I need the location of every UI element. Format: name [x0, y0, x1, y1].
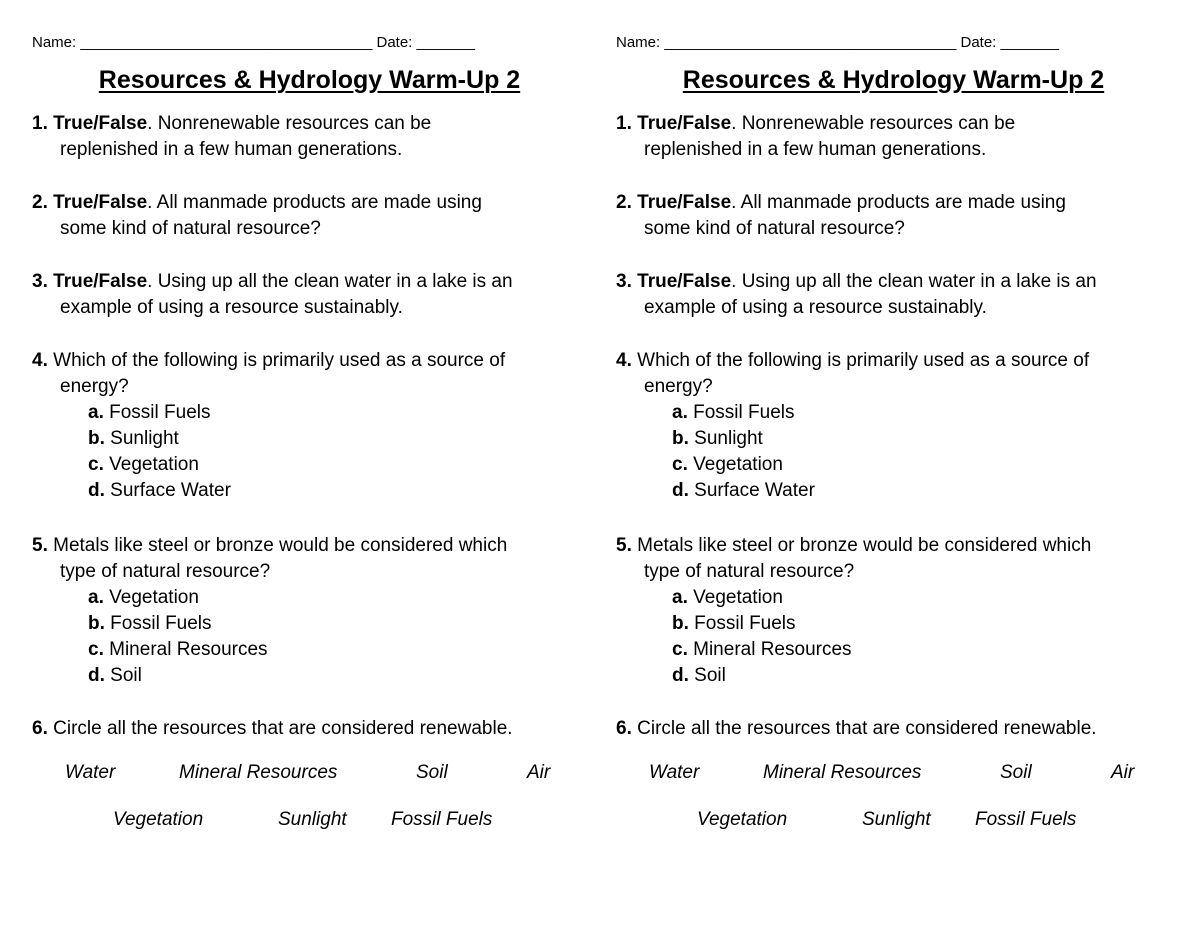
option-c: c. Mineral Resources [672, 639, 852, 660]
resource-word-vegetation[interactable]: Vegetation [697, 809, 788, 830]
true-false-label: True/False [637, 192, 732, 213]
resource-word-water[interactable]: Water [649, 762, 700, 783]
question-text-cont: type of natural resource? [644, 561, 855, 582]
option-a: a. Vegetation [88, 587, 199, 608]
question-number: 1. [32, 113, 48, 134]
question-4 [32, 348, 587, 504]
resource-word-air[interactable]: Air [1111, 762, 1135, 783]
question-1 [616, 111, 1171, 163]
question-text: Metals like steel or bronze would be considered which [631, 535, 1092, 556]
resource-word-sunlight[interactable]: Sunlight [862, 809, 931, 830]
question-text: . Nonrenewable resources can be [147, 113, 432, 134]
question-text-cont: some kind of natural resource? [644, 218, 905, 239]
question-4 [616, 348, 1171, 504]
question-3 [616, 269, 1171, 321]
question-number: 4. [32, 350, 48, 371]
question-number: 6. [616, 718, 632, 739]
option-c: c. Vegetation [672, 454, 783, 475]
option-a: a. Fossil Fuels [88, 402, 211, 423]
resource-word-mineral-resources[interactable]: Mineral Resources [763, 762, 922, 783]
question-text-cont: some kind of natural resource? [60, 218, 321, 239]
question-2 [616, 190, 1171, 242]
question-text: . Nonrenewable resources can be [731, 113, 1016, 134]
question-1 [32, 111, 587, 163]
question-5 [616, 533, 1171, 689]
question-text-cont: replenished in a few human generations. [644, 139, 987, 160]
question-2 [32, 190, 587, 242]
question-number: 6. [32, 718, 48, 739]
question-text: . Using up all the clean water in a lake is an [147, 271, 513, 292]
true-false-label: True/False [637, 271, 732, 292]
true-false-label: True/False [53, 192, 148, 213]
question-number: 3. [616, 271, 632, 292]
question-3 [32, 269, 587, 321]
resource-word-sunlight[interactable]: Sunlight [278, 809, 347, 830]
resource-word-vegetation[interactable]: Vegetation [113, 809, 204, 830]
question-text: Which of the following is primarily used as a source of [47, 350, 506, 371]
true-false-label: True/False [53, 271, 148, 292]
question-number: 5. [616, 535, 632, 556]
question-text-cont: example of using a resource sustainably. [644, 297, 987, 318]
name-date-line: Name: ___________________________________ Date: _______ [32, 34, 475, 51]
option-a: a. Fossil Fuels [672, 402, 795, 423]
resource-word-fossil-fuels[interactable]: Fossil Fuels [391, 809, 493, 830]
question-6 [616, 716, 1171, 742]
option-b: b. Fossil Fuels [88, 613, 212, 634]
resource-word-water[interactable]: Water [65, 762, 116, 783]
question-text: Circle all the resources that are considered renewable. [47, 718, 513, 739]
worksheet-title: Resources & Hydrology Warm-Up 2 [98, 66, 521, 94]
question-number: 4. [616, 350, 632, 371]
option-b: b. Sunlight [672, 428, 763, 449]
question-number: 5. [32, 535, 48, 556]
question-text-cont: energy? [644, 376, 713, 397]
option-d: d. Soil [672, 665, 726, 686]
question-5 [32, 533, 587, 689]
option-b: b. Fossil Fuels [672, 613, 796, 634]
resource-word-mineral-resources[interactable]: Mineral Resources [179, 762, 338, 783]
question-text: Circle all the resources that are considered renewable. [631, 718, 1097, 739]
question-text: . All manmade products are made using [147, 192, 482, 213]
question-text-cont: example of using a resource sustainably. [60, 297, 403, 318]
question-text-cont: replenished in a few human generations. [60, 139, 403, 160]
question-6 [32, 716, 587, 742]
question-text: Which of the following is primarily used as a source of [631, 350, 1090, 371]
resource-word-soil[interactable]: Soil [1000, 762, 1032, 783]
true-false-label: True/False [637, 113, 732, 134]
resource-word-fossil-fuels[interactable]: Fossil Fuels [975, 809, 1077, 830]
question-text: . Using up all the clean water in a lake is an [731, 271, 1097, 292]
option-d: d. Soil [88, 665, 142, 686]
option-d: d. Surface Water [672, 480, 815, 501]
name-date-line: Name: ___________________________________ Date: _______ [616, 34, 1059, 51]
option-d: d. Surface Water [88, 480, 231, 501]
worksheet-right [616, 0, 1176, 927]
resource-word-soil[interactable]: Soil [416, 762, 448, 783]
option-c: c. Mineral Resources [88, 639, 268, 660]
resource-word-air[interactable]: Air [527, 762, 551, 783]
question-text-cont: type of natural resource? [60, 561, 271, 582]
question-number: 2. [32, 192, 48, 213]
question-text-cont: energy? [60, 376, 129, 397]
option-a: a. Vegetation [672, 587, 783, 608]
true-false-label: True/False [53, 113, 148, 134]
worksheet-left [32, 0, 592, 927]
question-number: 3. [32, 271, 48, 292]
option-c: c. Vegetation [88, 454, 199, 475]
question-text: Metals like steel or bronze would be considered which [47, 535, 508, 556]
question-number: 2. [616, 192, 632, 213]
question-number: 1. [616, 113, 632, 134]
question-text: . All manmade products are made using [731, 192, 1066, 213]
worksheet-title: Resources & Hydrology Warm-Up 2 [682, 66, 1105, 94]
option-b: b. Sunlight [88, 428, 179, 449]
